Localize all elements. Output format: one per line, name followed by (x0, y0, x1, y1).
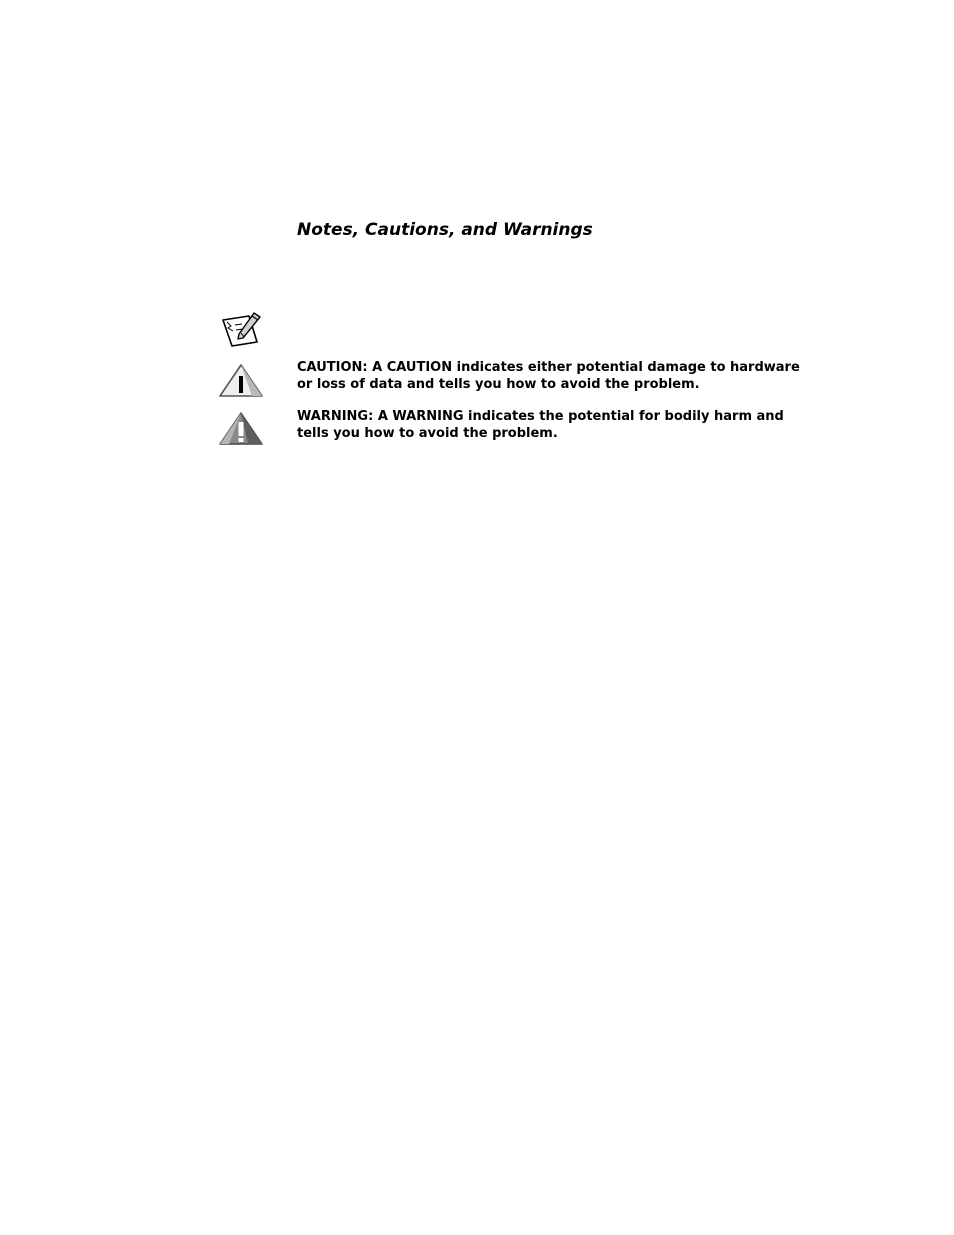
caution-triangle-icon (218, 363, 264, 398)
page-title: Notes, Cautions, and Warnings (297, 220, 593, 240)
caution-text: CAUTION: A CAUTION indicates either potential damage to hardware or loss of data and tells you how to avoid the problem. (297, 360, 800, 392)
warning-text: WARNING: A WARNING indicates the potential for bodily harm and tells you how to avoid the problem. (297, 409, 784, 441)
note-pencil-icon (219, 312, 263, 348)
warning-triangle-icon (218, 411, 264, 446)
